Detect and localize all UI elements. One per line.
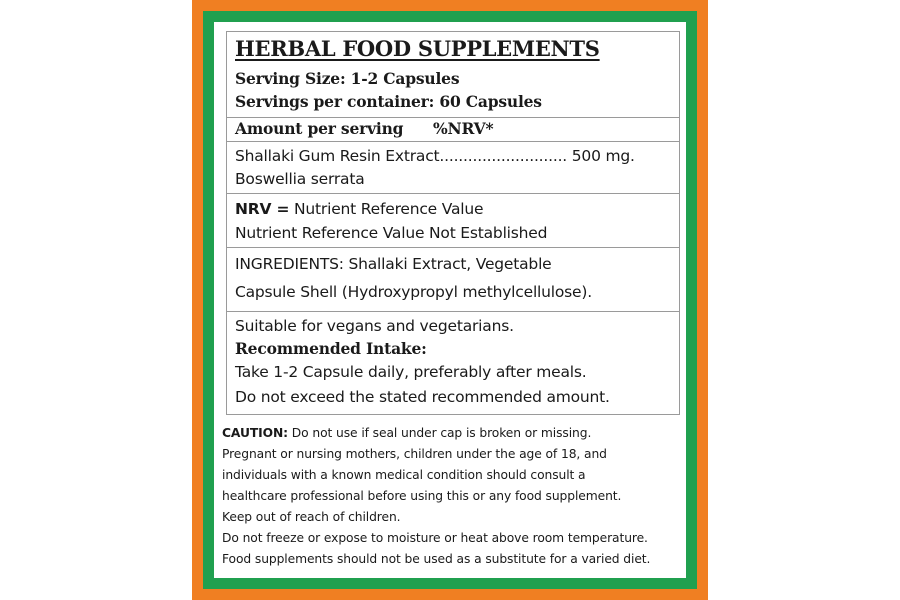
- intake-instruction-2: Do not exceed the stated recommended amount.: [235, 388, 610, 406]
- caution-line-4: healthcare professional before using this or any food supplement.: [222, 489, 622, 503]
- suitability-note: Suitable for vegans and vegetarians.: [235, 317, 514, 335]
- caution-heading: CAUTION:: [222, 426, 288, 440]
- caution-line-6: Do not freeze or expose to moisture or heat above room temperature.: [222, 531, 648, 545]
- caution-seal-text: Do not use if seal under cap is broken or missing.: [291, 426, 592, 440]
- label-title: HERBAL FOOD SUPPLEMENTS: [235, 36, 600, 61]
- header-section: [227, 32, 679, 118]
- ingredient-line: Shallaki Gum Resin Extract........................... 500 mg.: [235, 147, 635, 165]
- caution-line-3: individuals with a known medical condition should consult a: [222, 468, 586, 482]
- nrv-section: [227, 194, 679, 248]
- ingredients-line-1: INGREDIENTS: Shallaki Extract, Vegetable: [235, 255, 552, 273]
- intake-section: [227, 312, 679, 414]
- servings-per-container: Servings per container: 60 Capsules: [235, 92, 542, 111]
- nrv-percent-header: %NRV*: [433, 119, 494, 138]
- caution-block: [222, 423, 684, 570]
- amount-per-serving-header: Amount per serving: [235, 119, 404, 138]
- caution-line-7: Food supplements should not be used as a substitute for a varied diet.: [222, 552, 651, 566]
- supplement-facts-panel: [226, 31, 680, 415]
- botanical-name: Boswellia serrata: [235, 170, 365, 188]
- ingredients-section: [227, 248, 679, 312]
- intake-instruction-1: Take 1-2 Capsule daily, preferably after meals.: [235, 363, 587, 381]
- ingredient-section: [227, 142, 679, 194]
- caution-line-5: Keep out of reach of children.: [222, 510, 401, 524]
- recommended-intake-heading: Recommended Intake:: [235, 339, 427, 358]
- nrv-definition-line: [235, 200, 483, 218]
- amount-header-row: [227, 118, 679, 142]
- caution-line-2: Pregnant or nursing mothers, children under the age of 18, and: [222, 447, 607, 461]
- nrv-abbreviation: NRV =: [235, 200, 290, 218]
- ingredients-line-2: Capsule Shell (Hydroxypropyl methylcellulose).: [235, 283, 592, 301]
- serving-size: Serving Size: 1-2 Capsules: [235, 69, 460, 88]
- nrv-not-established: Nutrient Reference Value Not Established: [235, 224, 548, 242]
- caution-line-1: [222, 423, 684, 444]
- nrv-definition: Nutrient Reference Value: [294, 200, 484, 218]
